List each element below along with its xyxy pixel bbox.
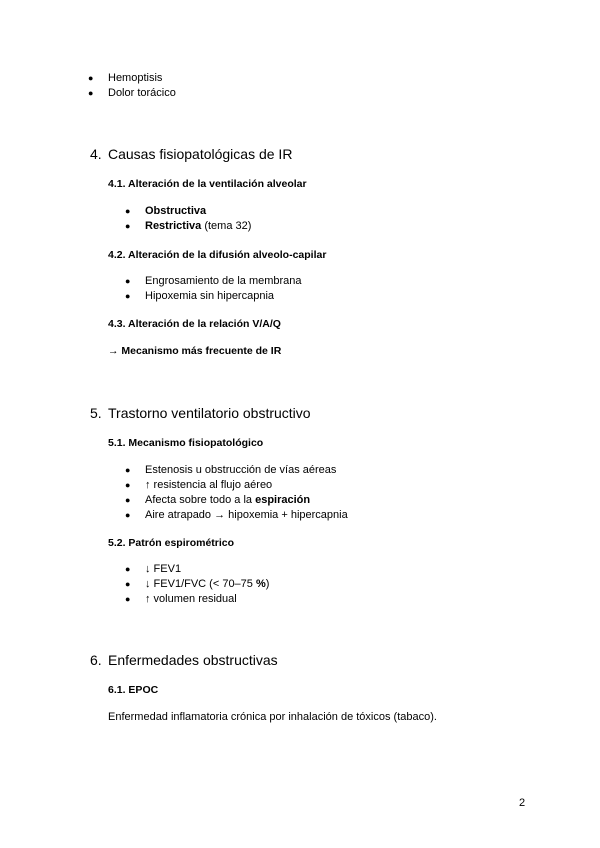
subsection-heading: 4.1. Alteración de la ventilación alveolar [108,178,307,190]
bullet-icon: ● [125,291,131,301]
list-item: ● ↓ FEV1 [125,563,182,575]
bullet-icon: ● [125,480,131,490]
list-item: ● Restrictiva (tema 32) [125,220,252,232]
list-item: ● Hemoptisis [88,72,163,84]
bullet-icon: ● [125,221,131,231]
page-number: 2 [519,797,526,809]
bullet-icon: ● [88,73,94,83]
list-item: ● Obstructiva [125,205,207,217]
section-heading: 4. Causas fisiopatológicas de IR [90,146,293,162]
bullet-icon: ● [125,510,131,520]
subsection-heading: 5.1. Mecanismo fisiopatológico [108,437,264,449]
note-text: → Mecanismo más frecuente de IR [108,345,282,357]
subsection-heading: 5.2. Patrón espirométrico [108,537,235,549]
section-heading: 6. Enfermedades obstructivas [90,652,278,668]
list-item: ● Estenosis u obstrucción de vías aéreas [125,464,337,476]
list-item: ● Dolor torácico [88,87,176,99]
bullet-icon: ● [88,88,94,98]
subsection-heading: 6.1. EPOC [108,684,159,696]
bullet-icon: ● [125,495,131,505]
bullet-icon: ● [125,465,131,475]
paragraph: Enfermedad inflamatoria crónica por inhalación de tóxicos (tabaco). [108,711,437,723]
list-item: ● Aire atrapado → hipoxemia + hipercapnia [125,509,348,521]
bullet-icon: ● [125,579,131,589]
subsection-heading: 4.2. Alteración de la difusión alveolo-capilar [108,249,327,261]
list-item: ● Afecta sobre todo a la espiración [125,494,311,506]
bullet-icon: ● [125,206,131,216]
bullet-icon: ● [125,594,131,604]
list-item: ● ↑ volumen residual [125,593,237,605]
list-item: ● Engrosamiento de la membrana [125,275,302,287]
section-heading: 5. Trastorno ventilatorio obstructivo [90,405,311,421]
list-item: ● ↓ FEV1/FVC (< 70–75 %) [125,578,270,590]
list-item: ● ↑ resistencia al flujo aéreo [125,479,273,491]
bullet-icon: ● [125,276,131,286]
subsection-heading: 4.3. Alteración de la relación V/A/Q [108,318,281,330]
bullet-icon: ● [125,564,131,574]
list-item: ● Hipoxemia sin hipercapnia [125,290,275,302]
